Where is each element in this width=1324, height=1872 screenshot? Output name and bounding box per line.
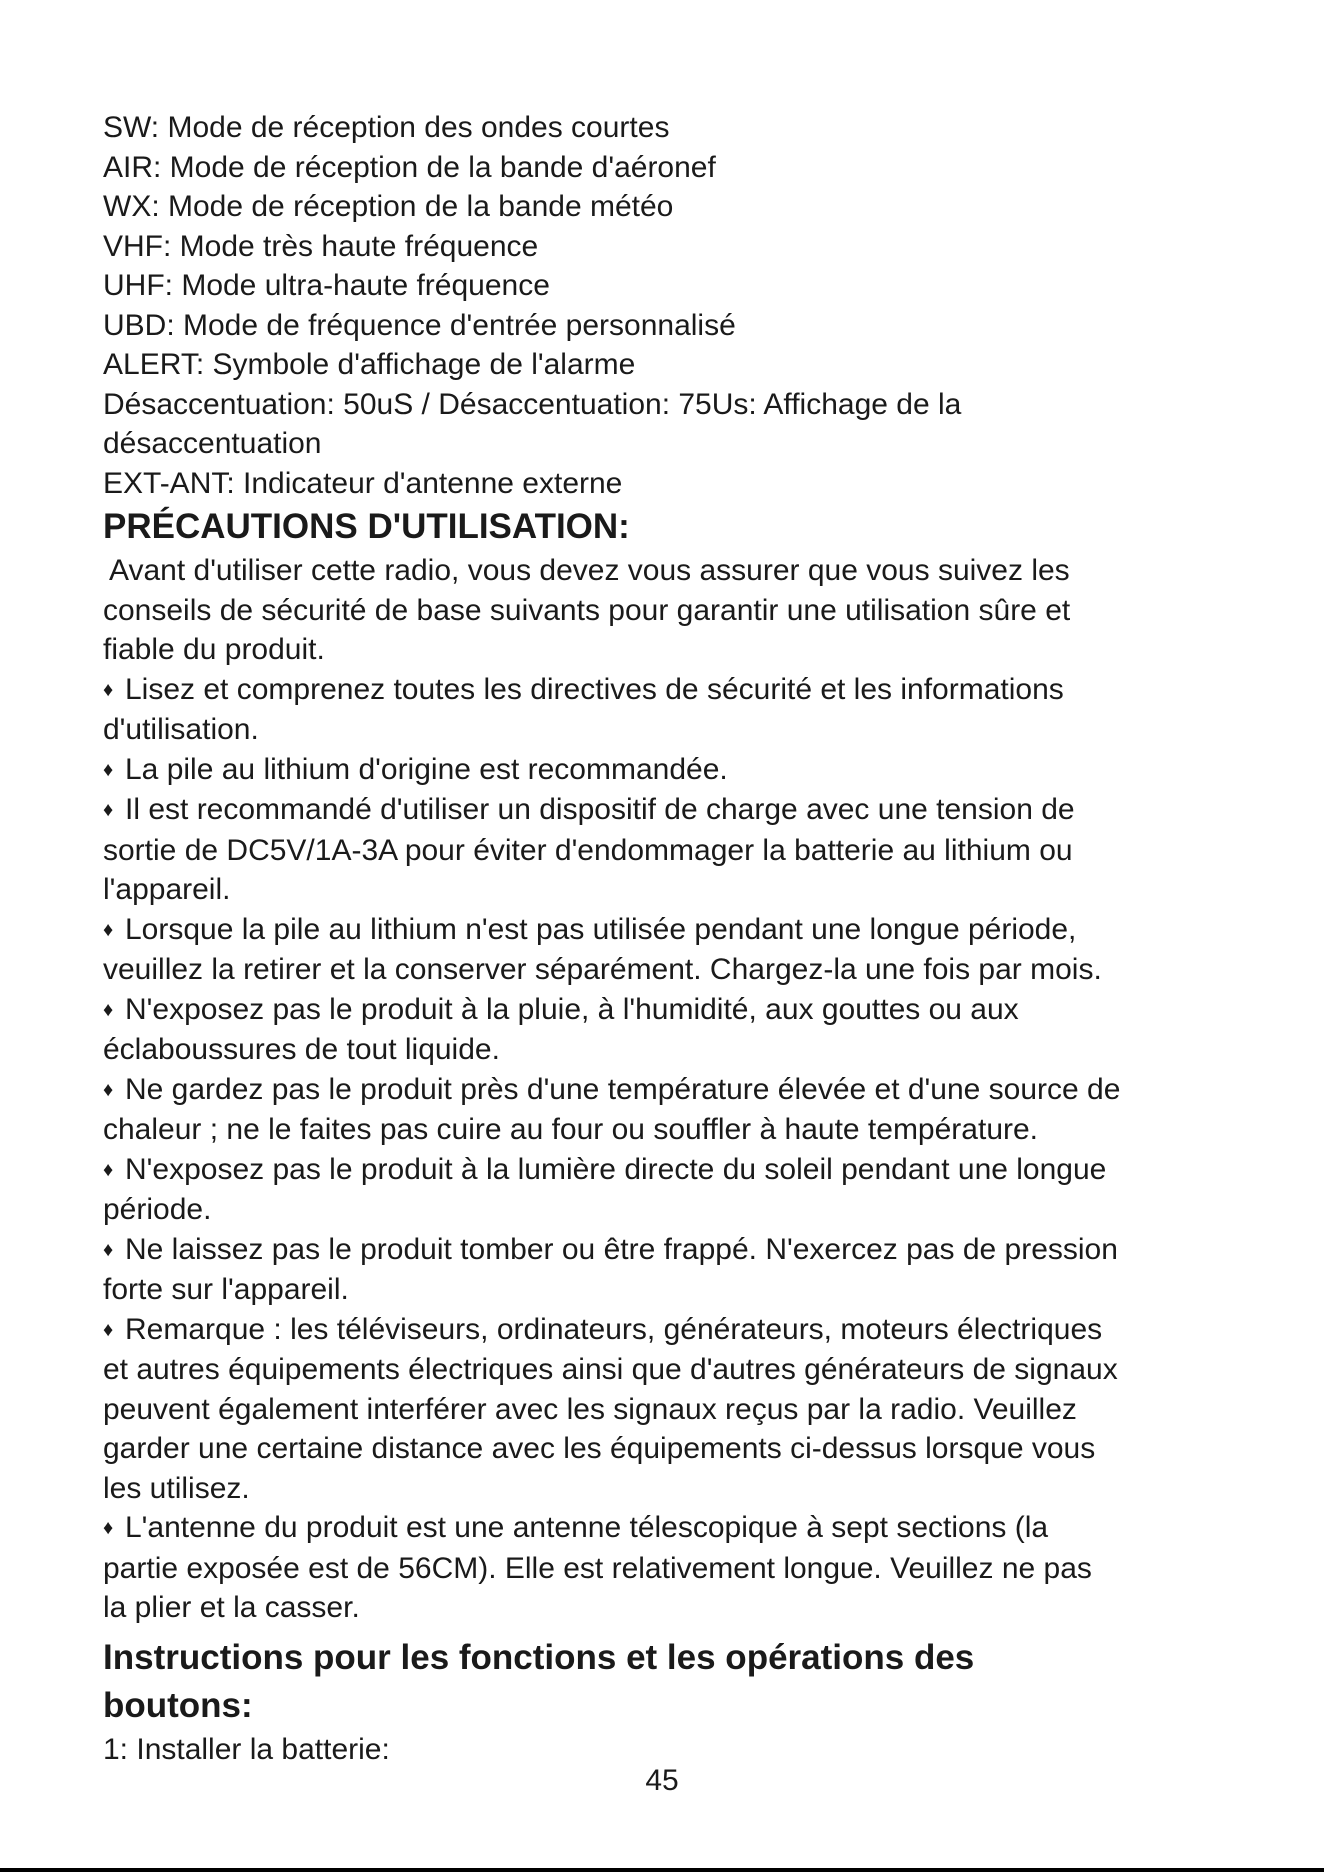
precaution-bullet-item <box>103 670 1233 750</box>
bullet-line <box>103 1070 1233 1111</box>
mode-item-wx: WX: Mode de réception de la bande météo <box>103 190 674 223</box>
diamond-bullet-icon: ♦ <box>103 799 114 821</box>
precaution-bullet-item <box>103 910 1233 990</box>
mode-item-uhf: UHF: Mode ultra-haute fréquence <box>103 269 550 302</box>
diamond-bullet-icon: ♦ <box>103 1158 114 1181</box>
bullet-line <box>103 1150 1233 1191</box>
intro-line: Avant d'utiliser cette radio, vous devez vous assurer que vous suivez les <box>109 554 1070 587</box>
instructions-heading <box>103 1634 1233 1730</box>
diamond-bullet-icon: ♦ <box>103 678 114 701</box>
precaution-bullet-item <box>103 1230 1233 1310</box>
bullet-text: La pile au lithium d'origine est recommandée. <box>125 752 728 786</box>
diamond-bullet-icon: ♦ <box>103 1517 114 1539</box>
diamond-bullet-icon: ♦ <box>103 1078 114 1101</box>
bullet-text: N'exposez pas le produit à la lumière directe du soleil pendant une longue <box>125 1152 1107 1186</box>
mode-item-alert: ALERT: Symbole d'affichage de l'alarme <box>103 348 636 381</box>
bullet-line: partie exposée est de 56CM). Elle est relativement longue. Veuillez ne pas <box>103 1551 1092 1585</box>
precaution-bullet-item <box>103 1070 1233 1150</box>
bullet-text: Il est recommandé d'utiliser un dispositif de charge avec une tension de <box>125 793 1075 826</box>
precaution-bullet-item <box>103 1310 1233 1509</box>
bullet-line: peuvent également interférer avec les signaux reçus par la radio. Veuillez <box>103 1392 1077 1426</box>
precaution-bullet-item <box>103 790 1233 910</box>
bullet-text: Ne gardez pas le produit près d'une température élevée et d'une source de <box>125 1072 1121 1106</box>
bullet-line <box>103 1508 1233 1549</box>
mode-item-deemphasis: Désaccentuation: 50uS / Désaccentuation: 75Us: Affichage de la <box>103 387 962 421</box>
bullet-line: veuillez la retirer et la conserver séparément. Chargez-la une fois par mois. <box>103 953 1102 986</box>
diamond-bullet-icon: ♦ <box>103 918 114 941</box>
bullet-line <box>103 670 1233 711</box>
bullet-text: Ne laissez pas le produit tomber ou être frappé. N'exercez pas de pression <box>125 1232 1118 1266</box>
intro-line: conseils de sécurité de base suivants pour garantir une utilisation sûre et <box>103 593 1071 627</box>
bullet-line <box>103 750 1233 791</box>
bullet-line: éclaboussures de tout liquide. <box>103 1033 500 1066</box>
page-number: 45 <box>645 1764 679 1797</box>
precautions-bullet-list <box>103 670 1233 1628</box>
diamond-bullet-icon: ♦ <box>103 1318 114 1341</box>
instruction-step-1: 1: Installer la batterie: <box>103 1732 390 1766</box>
bullet-line <box>103 1230 1233 1271</box>
bullet-line <box>103 910 1233 951</box>
bullet-line <box>103 1310 1233 1351</box>
manual-page-content <box>103 108 1233 1769</box>
mode-item-deemphasis-continued: désaccentuation <box>103 427 322 460</box>
diamond-bullet-icon: ♦ <box>103 1238 114 1261</box>
mode-item-sw: SW: Mode de réception des ondes courtes <box>103 111 670 144</box>
mode-item-ext-ant: EXT-ANT: Indicateur d'antenne externe <box>103 466 623 500</box>
bullet-line: les utilisez. <box>103 1471 250 1505</box>
mode-list <box>103 108 1233 503</box>
instructions-heading-line: boutons: <box>103 1685 253 1725</box>
bullet-line: la plier et la casser. <box>103 1591 360 1624</box>
bullet-line: forte sur l'appareil. <box>103 1273 349 1306</box>
bullet-line: sortie de DC5V/1A-3A pour éviter d'endommager la batterie au lithium ou <box>103 833 1073 867</box>
precautions-heading: PRÉCAUTIONS D'UTILISATION: <box>103 507 630 546</box>
mode-item-vhf: VHF: Mode très haute fréquence <box>103 229 539 263</box>
bullet-line: garder une certaine distance avec les équipements ci-dessus lorsque vous <box>103 1432 1096 1465</box>
precaution-bullet-item <box>103 1508 1233 1628</box>
bullet-text: N'exposez pas le produit à la pluie, à l'humidité, aux gouttes ou aux <box>125 992 1019 1026</box>
precaution-bullet-item <box>103 990 1233 1070</box>
mode-item-ubd: UBD: Mode de fréquence d'entrée personnalisé <box>103 308 736 342</box>
precautions-intro <box>103 551 1233 670</box>
mode-item-air: AIR: Mode de réception de la bande d'aéronef <box>103 150 716 184</box>
bullet-text: Lorsque la pile au lithium n'est pas utilisée pendant une longue période, <box>125 912 1077 946</box>
precaution-bullet-item <box>103 1150 1233 1230</box>
instructions-heading-line: Instructions pour les fonctions et les opérations des <box>103 1637 975 1677</box>
bullet-line <box>103 790 1233 831</box>
bullet-text: Lisez et comprenez toutes les directives de sécurité et les informations <box>125 672 1064 706</box>
bullet-line: d'utilisation. <box>103 713 259 746</box>
bullet-text: Remarque : les téléviseurs, ordinateurs, générateurs, moteurs électriques <box>125 1312 1103 1346</box>
bullet-text: L'antenne du produit est une antenne télescopique à sept sections (la <box>125 1511 1049 1544</box>
precaution-bullet-item <box>103 750 1233 791</box>
bullet-line: chaleur ; ne le faites pas cuire au four ou souffler à haute température. <box>103 1113 1039 1146</box>
bullet-line: période. <box>103 1193 212 1226</box>
bullet-line: et autres équipements électriques ainsi que d'autres générateurs de signaux <box>103 1353 1118 1386</box>
bottom-border <box>0 1868 1324 1872</box>
intro-line: fiable du produit. <box>103 633 325 666</box>
bullet-line <box>103 990 1233 1031</box>
diamond-bullet-icon: ♦ <box>103 758 114 781</box>
diamond-bullet-icon: ♦ <box>103 998 114 1021</box>
bullet-line: l'appareil. <box>103 873 231 906</box>
